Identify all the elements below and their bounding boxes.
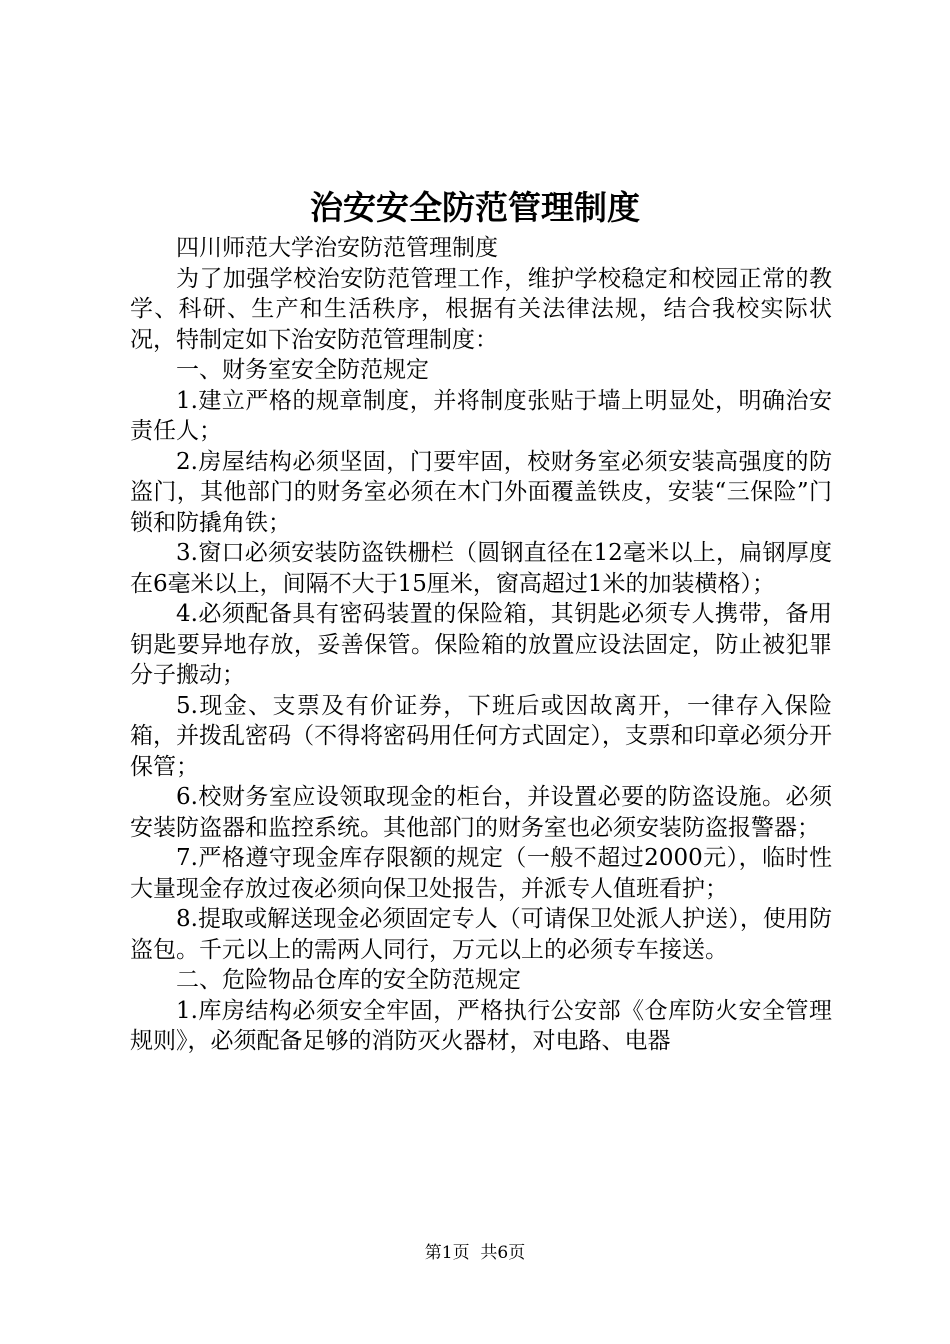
paragraph: 一、财务室安全防范规定 [176,357,429,383]
document-body [130,233,832,1057]
paragraph: 2.房屋结构必须坚固，门要牢固，校财务室必须安装高强度的防盗门，其他部门的财务室必须在木门外面覆盖铁皮，安装“三保险”门锁和防撬角铁； [130,448,832,536]
paragraph: 4.必须配备具有密码装置的保险箱，其钥匙必须专人携带，备用钥匙要异地存放，妥善保管。保险箱的放置应设法固定，防止被犯罪分子搬动； [130,601,832,688]
page-total: 共6页 [480,1243,526,1263]
paragraph: 8.提取或解送现金必须固定专人（可请保卫处派人护送），使用防盗包。千元以上的需两人同行，万元以上的必须专车接送。 [130,906,832,963]
paragraph: 二、危险物品仓库的安全防范规定 [176,967,521,993]
paragraph: 1.建立严格的规章制度，并将制度张贴于墙上明显处，明确治安责任人； [130,387,832,444]
paragraph: 四川师范大学治安防范管理制度 [176,235,498,261]
paragraph: 7.严格遵守现金库存限额的规定（一般不超过2000元），临时性大量现金存放过夜必须向保卫处报告，并派专人值班看护； [130,845,832,902]
paragraph: 3.窗口必须安装防盗铁栅栏（圆钢直径在12毫米以上，扁钢厚度在6毫米以上，间隔不大于15厘米，窗高超过1米的加装横格）； [130,540,832,597]
paragraph: 为了加强学校治安防范管理工作，维护学校稳定和校园正常的教学、科研、生产和生活秩序，根据有关法律法规，结合我校实际状况，特制定如下治安防范管理制度： [130,265,832,353]
paragraph: 5.现金、支票及有价证券，下班后或因故离开，一律存入保险箱，并拨乱密码（不得将密码用任何方式固定），支票和印章必须分开保管； [130,692,832,780]
document-title: 治安安全防范管理制度 [310,188,640,227]
paragraph: 1.库房结构必须安全牢固，严格执行公安部《仓库防火安全管理规则》，必须配备足够的消防灭火器材，对电路、电器 [130,997,832,1054]
paragraph: 6.校财务室应设领取现金的柜台，并设置必要的防盗设施。必须安装防盗器和监控系统。其他部门的财务室也必须安装防盗报警器； [130,784,832,841]
page-footer [0,1241,950,1265]
page-number: 第1页 [424,1243,470,1263]
